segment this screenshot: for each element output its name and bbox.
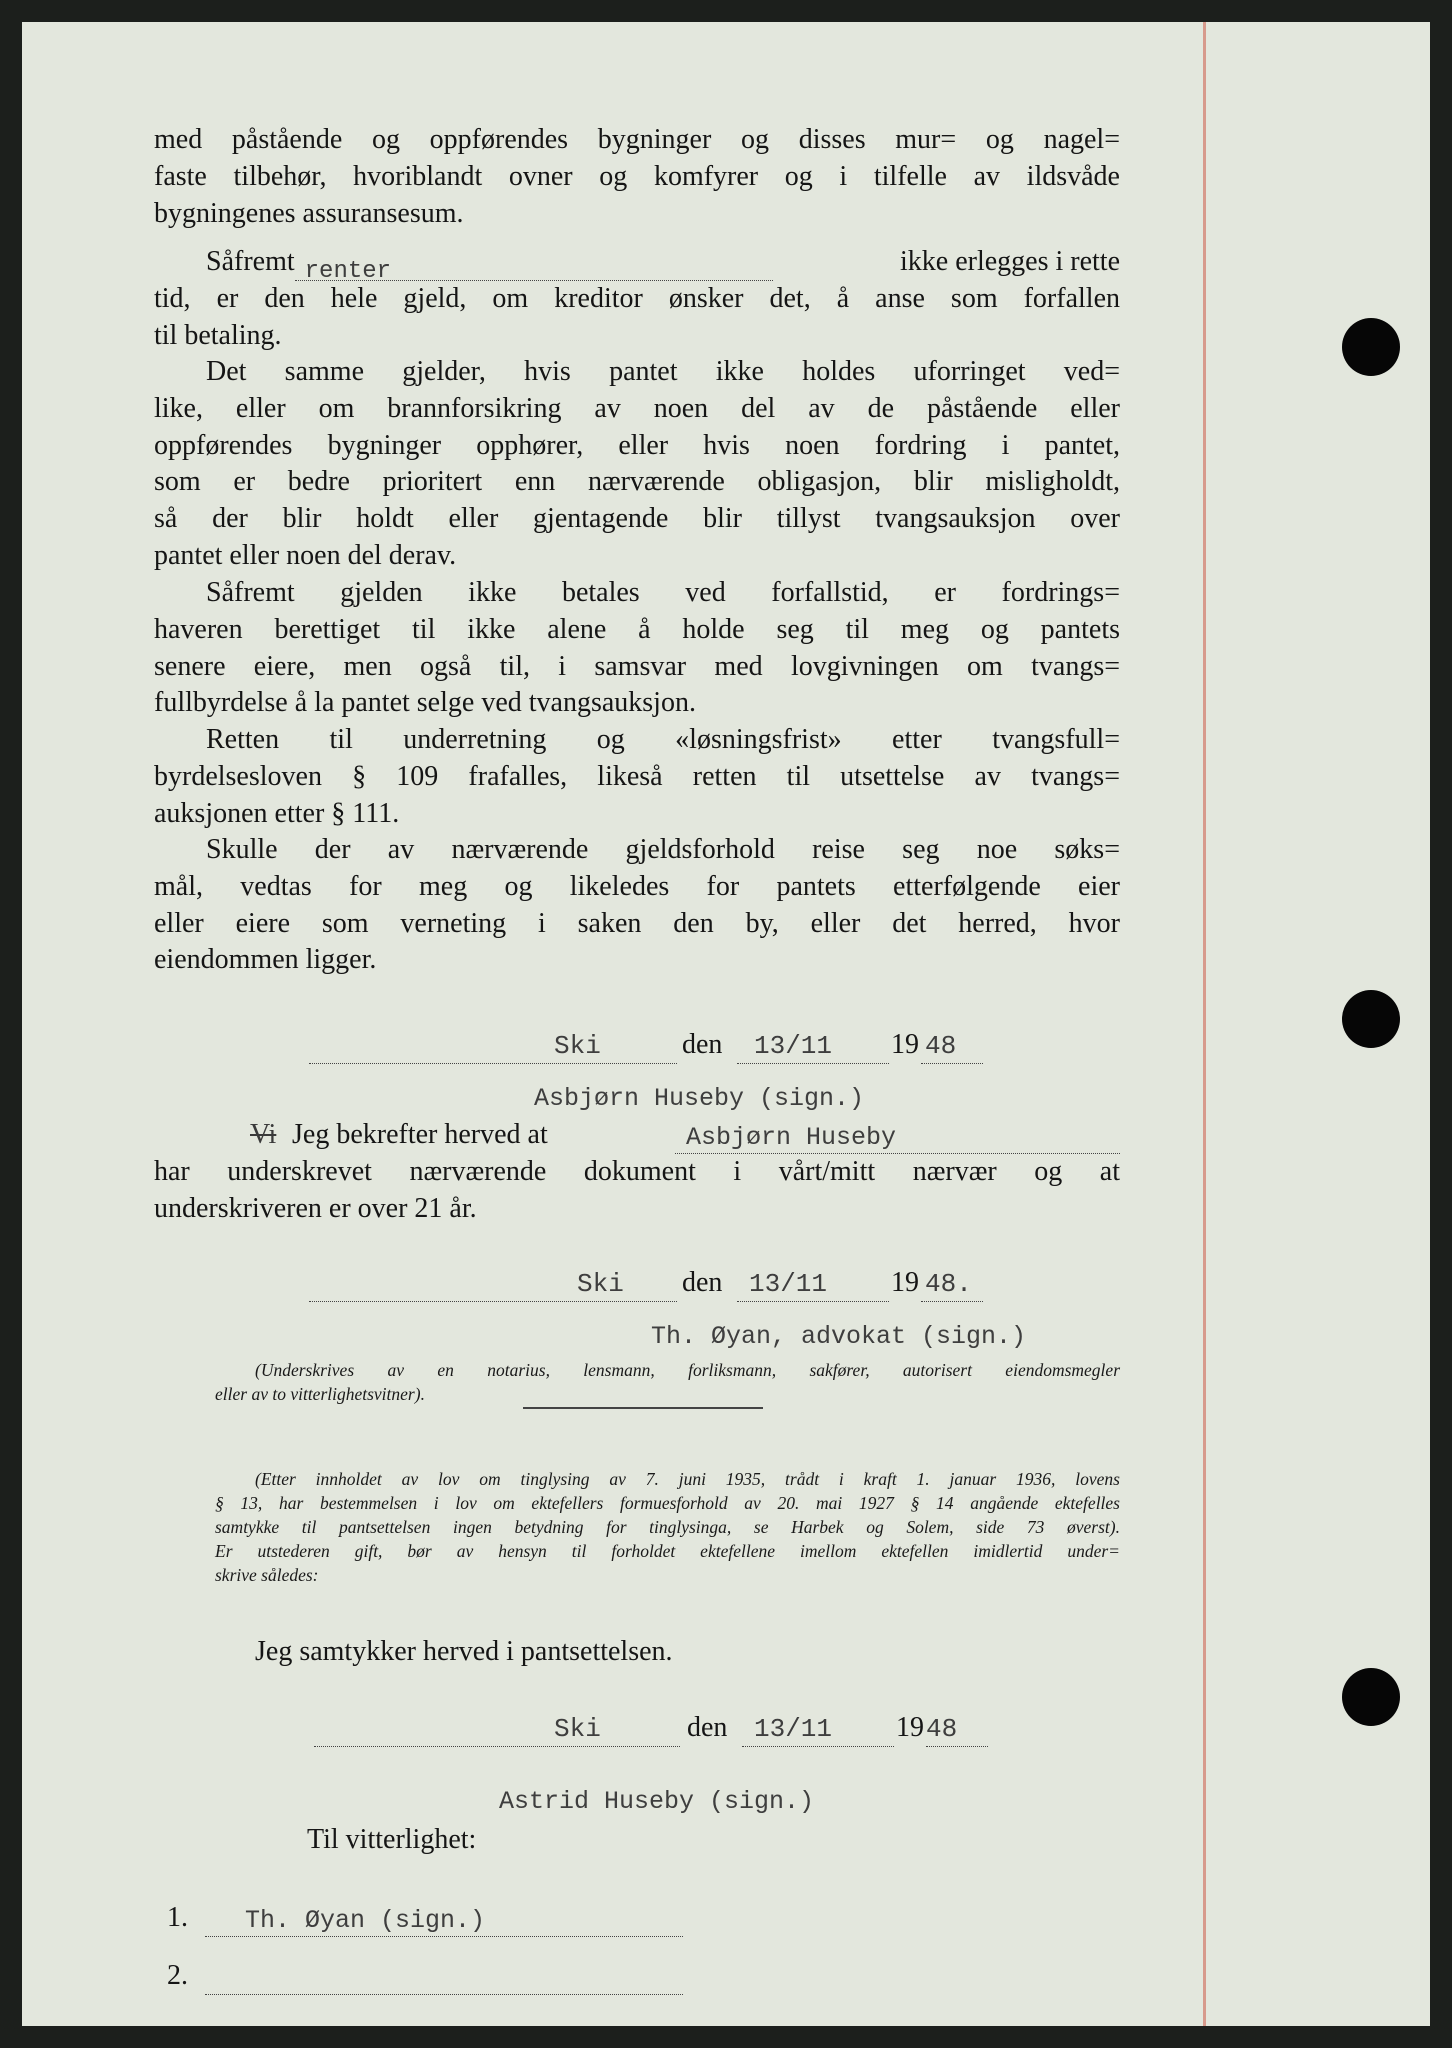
text-line: Retten til underretning og «løsningsfrist» etter tvangsfull= (206, 724, 1120, 755)
text-line: har underskrevet nærværende dokument i vårt/mitt nærvær og at (154, 1156, 1120, 1187)
legal-note (255, 1467, 1120, 1491)
text-line: mål, vedtas for meg og likeledes for pantets etterfølgende eier (154, 870, 1120, 902)
margin-rule (1203, 22, 1206, 2026)
signing-note-cont (215, 1382, 1080, 1406)
typed-fill: renter (304, 257, 392, 285)
witness-number: 2. (167, 1960, 188, 1991)
consent-statement: Jeg samtykker herved i pantsettelsen. (255, 1636, 673, 1667)
witness-field (205, 1966, 683, 1995)
fill-in-line (295, 250, 773, 285)
year-suffix: 48 (925, 1031, 957, 1061)
paragraph-interest (154, 244, 1120, 354)
text-line: haveren berettiget til ikke alene å holde seg til meg og pantets (154, 613, 1120, 645)
name-value: Asbjørn Huseby (686, 1123, 897, 1152)
date-value: 13/11 (754, 1714, 833, 1744)
witness-statement-line1 (250, 1119, 1120, 1159)
text-line: byrdelsesloven § 109 frafalles, likeså retten til utsettelse av tvangs= (154, 760, 1120, 792)
text-line: som er bedre prioritert enn nærværende obligasjon, blir misligholdt, (154, 466, 1120, 498)
paragraph-deterioration (154, 354, 1120, 575)
witness-line-1 (167, 1902, 687, 1942)
text-line: (Underskrives av en notarius, lensmann, forliksmann, sakfører, autorisert eiendomsmegler (255, 1360, 1120, 1380)
witness-statement-body (154, 1154, 1120, 1228)
text-line: Det samme gjelder, hvis pantet ikke holdes uforringet ved= (206, 356, 1120, 387)
signature-1: Asbjørn Huseby (sign.) (534, 1084, 865, 1113)
text-line: auksjonen etter § 111. (154, 797, 400, 829)
date-value: 13/11 (749, 1269, 828, 1299)
text-line: skrive således: (215, 1565, 319, 1585)
year-field (926, 1718, 988, 1747)
text-line: med påstående og oppførendes bygninger og disses mur= og nagel= (154, 124, 1120, 155)
year-prefix: 19 (891, 1267, 919, 1298)
year-prefix: 19 (896, 1712, 924, 1743)
dateline-1 (309, 1029, 999, 1069)
place-field (309, 1035, 677, 1064)
year-prefix: 19 (891, 1029, 919, 1060)
text-line: Er utstederen gift, bør av hensyn til forholdet ektefellene imellom ektefellen imidlertid under= (215, 1541, 1120, 1561)
place-value: Ski (577, 1269, 624, 1299)
text-line: oppførendes bygninger opphører, eller hvis noen fordring i pantet, (154, 429, 1120, 461)
text-fragment: Såfremt (206, 246, 295, 277)
year-field (921, 1035, 983, 1064)
punch-hole (1342, 990, 1400, 1048)
signature-3: Astrid Huseby (sign.) (499, 1787, 815, 1816)
signing-note (255, 1358, 1120, 1382)
year-suffix: 48 (926, 1714, 958, 1744)
section-divider (523, 1407, 763, 1409)
place-value: Ski (554, 1031, 601, 1061)
text-line: faste tilbehør, hvoriblandt ovner og komfyrer og i tilfelle av ildsvåde (154, 160, 1120, 192)
text-line (154, 244, 1120, 285)
text-line: fullbyrdelse å la pantet selge ved tvangsauksjon. (154, 687, 696, 719)
text-line: eiendommen ligger. (154, 944, 377, 976)
document-page (22, 22, 1430, 2026)
text-line: så der blir holdt eller gjentagende blir tillyst tvangsauksjon over (154, 503, 1120, 535)
punch-hole (1342, 1668, 1400, 1726)
den-label: den (682, 1029, 723, 1060)
paragraph-default (154, 575, 1120, 722)
witness-heading: Til vitterlighet: (307, 1824, 477, 1855)
punch-hole (1342, 318, 1400, 376)
text-line: Såfremt gjelden ikke betales ved forfallstid, er fordrings= (206, 577, 1120, 608)
text-line: (Etter innholdet av lov om tinglysing av 7. juni 1935, trådt i kraft 1. januar 1936, lovens (255, 1469, 1120, 1489)
signature-2: Th. Øyan, advokat (sign.) (651, 1322, 1027, 1351)
paragraph-buildings (154, 122, 1120, 232)
text-fragment: ikke erlegges i rette (899, 246, 1120, 277)
text-line: eller eiere som verneting i saken den by, eller det herred, hvor (154, 907, 1120, 939)
text-line: § 13, har bestemmelsen i lov om ektefellers formuesforhold av 20. mai 1927 § 14 angående ektefelles (215, 1493, 1120, 1513)
den-label: den (682, 1267, 723, 1298)
year-suffix: 48. (925, 1269, 972, 1299)
text-line: Skulle der av nærværende gjeldsforhold reise seg noe søks= (206, 834, 1120, 865)
place-field (314, 1718, 680, 1747)
witness-number: 1. (167, 1902, 188, 1933)
legal-note-cont (215, 1491, 1120, 1587)
witness-name: Th. Øyan (sign.) (245, 1906, 486, 1935)
paragraph-venue (154, 832, 1120, 979)
text-line: eller av to vitterlighetsvitner). (215, 1384, 425, 1404)
text-line: samtykke til pantsettelsen ingen betydning for tinglysinga, se Harbek og Solem, side 73 øverst). (215, 1517, 1120, 1537)
struck-prefix: Vi (250, 1119, 277, 1150)
text-line: like, eller om brannforsikring av noen del av de påstående eller (154, 392, 1120, 424)
text-line: pantet eller noen del derav. (154, 539, 457, 571)
paragraph-notice (154, 722, 1120, 832)
dateline-3 (314, 1712, 1004, 1752)
year-field (921, 1273, 983, 1302)
text-line: til betaling. (154, 319, 282, 351)
place-value: Ski (554, 1714, 601, 1744)
text-line: tid, er den hele gjeld, om kreditor ønsker det, å anse som forfallen (154, 282, 1120, 314)
dateline-2 (309, 1267, 999, 1307)
date-value: 13/11 (754, 1031, 833, 1061)
text-line: senere eiere, men også til, i samsvar med lovgivningen om tvangs= (154, 650, 1120, 682)
text-line: underskriveren er over 21 år. (154, 1192, 477, 1224)
text-line: bygningenes assuransesum. (154, 197, 464, 229)
text-fragment: Jeg bekrefter herved at (292, 1119, 548, 1150)
den-label: den (687, 1712, 728, 1743)
witness-line-2 (167, 1960, 687, 2000)
